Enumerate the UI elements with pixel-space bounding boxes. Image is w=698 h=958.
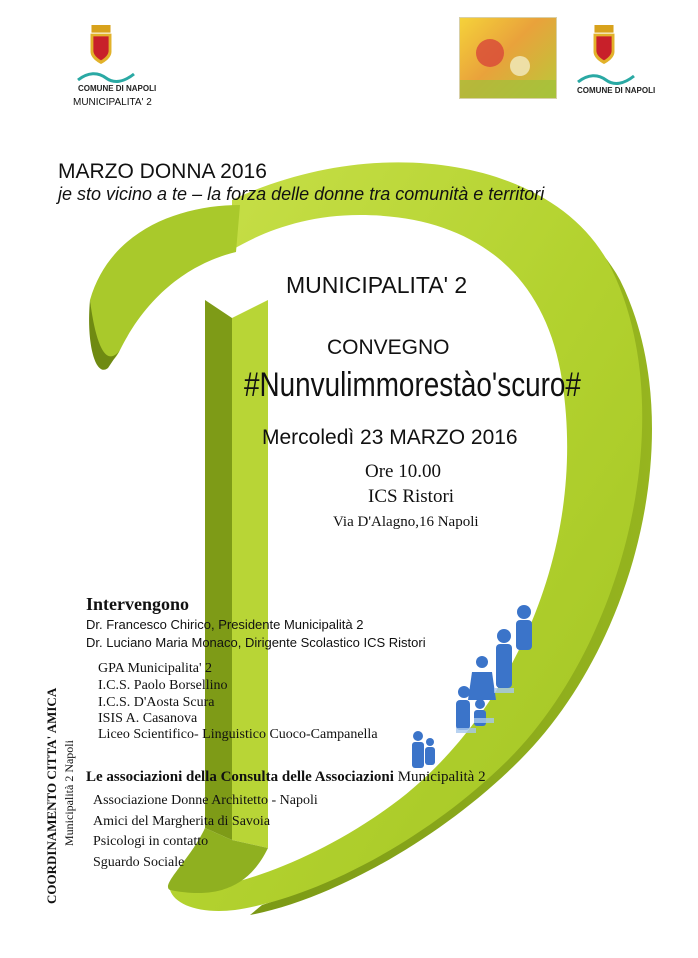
group-item: I.C.S. D'Aosta Scura <box>98 695 215 710</box>
event-time: Ore 10.00 <box>365 461 441 482</box>
event-poster-thumbnail <box>459 17 557 99</box>
left-municipality-label: MUNICIPALITA' 2 <box>73 97 152 108</box>
sidebar-subtitle: Municipalità 2 Napoli <box>62 740 76 846</box>
tagline: je sto vicino a te – la forza delle donne tra comunità e territori <box>58 184 545 204</box>
associations-heading-rest: Municipalità 2 <box>393 769 486 785</box>
crest-icon <box>591 25 617 65</box>
sidebar-title: COORDINAMENTO CITTA' AMICA <box>44 687 59 904</box>
crest-icon <box>88 25 114 65</box>
event-address: Via D'Alagno,16 Napoli <box>333 514 479 530</box>
series-title: MARZO DONNA 2016 <box>58 160 267 183</box>
association-item: Amici del Margherita di Savoia <box>93 814 271 829</box>
right-city-text: COMUNE DI NAPOLI <box>577 86 656 95</box>
event-date: Mercoledì 23 MARZO 2016 <box>262 426 518 449</box>
wave-icon <box>576 72 636 86</box>
people-figures-icon <box>400 600 550 780</box>
event-hashtag: #Nunvulimmorestào'scuro# <box>244 366 581 404</box>
group-item: I.C.S. Paolo Borsellino <box>98 678 228 693</box>
association-item: Sguardo Sociale <box>93 855 185 870</box>
association-item: Psicologi in contatto <box>93 834 209 849</box>
associations-heading <box>86 769 486 786</box>
poster-image <box>460 18 556 98</box>
wave-icon <box>76 70 136 84</box>
speaker-item: Dr. Luciano Maria Monaco, Dirigente Scolastico ICS Ristori <box>86 635 426 650</box>
speakers-heading: Intervengono <box>86 594 189 614</box>
organizer: MUNICIPALITA' 2 <box>286 272 468 298</box>
group-item: GPA Municipalita' 2 <box>98 661 213 676</box>
left-city-text: COMUNE DI NAPOLI <box>78 84 157 93</box>
speaker-item: Dr. Francesco Chirico, Presidente Municipalità 2 <box>86 617 364 632</box>
event-type: CONVEGNO <box>327 336 450 359</box>
group-item: ISIS A. Casanova <box>98 711 198 726</box>
group-item: Liceo Scientifico- Linguistico Cuoco-Campanella <box>98 727 378 742</box>
associations-heading-bold: Le associazioni della Consulta delle Associazioni <box>86 769 394 785</box>
association-item: Associazione Donne Architetto - Napoli <box>93 793 318 808</box>
event-venue: ICS Ristori <box>368 486 455 507</box>
